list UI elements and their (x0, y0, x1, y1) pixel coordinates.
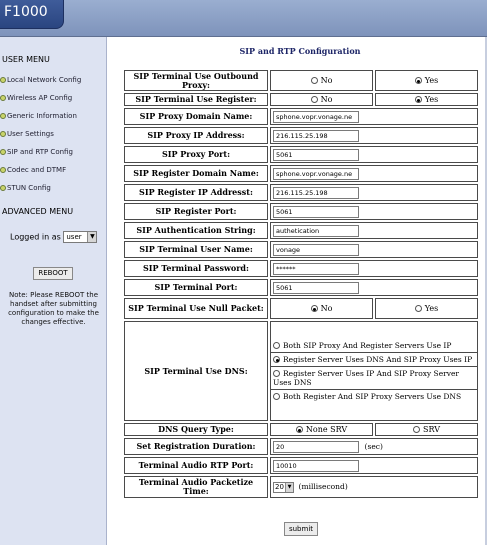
sidebar-item-local-network[interactable] (0, 76, 81, 84)
login-user-select[interactable] (63, 231, 97, 243)
dns-label: SIP Terminal Use DNS: (124, 321, 268, 421)
register-port-input[interactable]: 5061 (273, 206, 359, 218)
proxy-domain-input[interactable]: sphone.vopr.vonage.ne (273, 111, 359, 123)
outbound-proxy-label: SIP Terminal Use Outbound Proxy: (124, 70, 268, 91)
sidebar-item-generic-info[interactable] (0, 112, 77, 120)
login-user-value: user (66, 233, 82, 241)
page-title: SIP and RTP Configuration (239, 46, 361, 56)
registration-duration-label: Set Registration Duration: (124, 438, 268, 455)
row-dns-query (124, 423, 478, 436)
sidebar-item-user-settings[interactable] (0, 130, 54, 138)
row-proxy-port (124, 146, 478, 163)
sidebar-item-label: STUN Config (7, 184, 51, 192)
row-registration-duration (124, 438, 478, 455)
row-auth-string (124, 222, 478, 239)
reboot-note: Note: Please REBOOT the handset after submitting configuration to make the changes effective. (8, 291, 99, 326)
bullet-icon (0, 95, 6, 101)
sidebar-item-codec-dtmf[interactable] (0, 166, 66, 174)
dns-query-srv-option[interactable] (375, 423, 478, 436)
sidebar-item-label: User Settings (7, 130, 54, 138)
terminal-port-input[interactable]: 5061 (273, 282, 359, 294)
row-register-port (124, 203, 478, 220)
password-label: SIP Terminal Password: (124, 260, 268, 277)
null-packet-yes-option[interactable] (375, 298, 478, 319)
user-name-cell (270, 241, 478, 258)
radio-label: SRV (423, 425, 440, 434)
password-input[interactable]: ****** (273, 263, 359, 275)
logged-in-label: Logged in as (10, 232, 61, 242)
radio-selected-icon[interactable] (415, 77, 422, 84)
proxy-port-cell (270, 146, 478, 163)
chevron-down-icon: ▼ (87, 232, 96, 242)
outbound-proxy-no-option[interactable] (270, 70, 373, 91)
sidebar-item-label: Local Network Config (7, 76, 82, 84)
auth-string-cell (270, 222, 478, 239)
use-register-yes-option[interactable] (375, 93, 478, 106)
bullet-icon (0, 185, 6, 191)
register-domain-input[interactable]: sphone.vopr.vonage.ne (273, 168, 359, 180)
rtp-port-cell (270, 457, 478, 474)
register-ip-cell (270, 184, 478, 201)
dns-query-label: DNS Query Type: (124, 423, 268, 436)
radio-selected-icon[interactable] (296, 426, 303, 433)
dns-query-none-srv-option[interactable] (270, 423, 373, 436)
null-packet-label: SIP Terminal Use Null Packet: (124, 298, 268, 319)
radio-icon[interactable] (311, 96, 318, 103)
sidebar-item-label: Wireless AP Config (7, 94, 73, 102)
row-proxy-domain (124, 108, 478, 125)
sidebar-item-label: Codec and DTMF (7, 166, 67, 174)
user-name-label: SIP Terminal User Name: (124, 241, 268, 258)
row-rtp-port (124, 457, 478, 474)
registration-duration-cell (270, 438, 478, 455)
sidebar-item-sip-rtp[interactable] (0, 148, 73, 156)
proxy-ip-cell (270, 127, 478, 144)
register-domain-label: SIP Register Domain Name: (124, 165, 268, 182)
user-menu-heading: USER MENU (2, 55, 50, 64)
bullet-icon (0, 149, 6, 155)
radio-icon[interactable] (273, 393, 280, 400)
dns-option-3[interactable] (271, 390, 477, 403)
chevron-down-icon: ▼ (285, 483, 293, 492)
login-row (10, 231, 97, 243)
register-domain-cell (270, 165, 478, 182)
register-port-cell (270, 203, 478, 220)
password-cell (270, 260, 478, 277)
bullet-icon (0, 113, 6, 119)
register-port-label: SIP Register Port: (124, 203, 268, 220)
auth-string-input[interactable]: authetication (273, 225, 359, 237)
row-packetize-time (124, 476, 478, 498)
reboot-button[interactable]: REBOOT (33, 267, 73, 280)
radio-label: Both Register And SIP Proxy Servers Use DNS (283, 392, 462, 401)
row-password (124, 260, 478, 277)
proxy-ip-input[interactable]: 216.115.25.198 (273, 130, 359, 142)
dns-option-0[interactable] (271, 339, 477, 353)
dns-option-1[interactable] (271, 353, 477, 367)
registration-duration-input[interactable]: 20 (273, 441, 359, 453)
radio-label: Register Server Uses IP And SIP Proxy Server Uses DNS (273, 369, 459, 387)
dns-options (270, 321, 478, 421)
dns-option-2[interactable] (271, 367, 477, 390)
radio-icon[interactable] (311, 77, 318, 84)
app-title-tab (0, 0, 64, 29)
null-packet-no-option[interactable] (270, 298, 373, 319)
packetize-time-label: Terminal Audio Packetize Time: (124, 476, 268, 498)
radio-icon[interactable] (415, 305, 422, 312)
proxy-port-input[interactable]: 5061 (273, 149, 359, 161)
radio-selected-icon[interactable] (273, 356, 280, 363)
radio-label: None SRV (305, 425, 348, 434)
sidebar (0, 37, 107, 545)
sidebar-item-label: SIP and RTP Config (7, 148, 73, 156)
proxy-domain-cell (270, 108, 478, 125)
bullet-icon (0, 77, 6, 83)
packetize-time-select[interactable] (273, 482, 294, 493)
auth-string-label: SIP Authentication String: (124, 222, 268, 239)
rtp-port-label: Terminal Audio RTP Port: (124, 457, 268, 474)
row-terminal-port (124, 279, 478, 296)
proxy-ip-label: SIP Proxy IP Address: (124, 127, 268, 144)
sidebar-item-label: Generic Information (7, 112, 77, 120)
row-user-name (124, 241, 478, 258)
radio-label: Yes (424, 304, 439, 313)
row-register-domain (124, 165, 478, 182)
bullet-icon (0, 167, 6, 173)
sip-config-form (122, 68, 480, 500)
proxy-domain-label: SIP Proxy Domain Name: (124, 108, 268, 125)
bullet-icon (0, 131, 6, 137)
register-ip-label: SIP Register IP Addresst: (124, 184, 268, 201)
app-title: F1000 (4, 4, 48, 20)
radio-label: No (320, 95, 333, 104)
radio-label: Both SIP Proxy And Register Servers Use IP (283, 341, 452, 350)
register-ip-input[interactable]: 216.115.25.198 (273, 187, 359, 199)
row-register-ip (124, 184, 478, 201)
packetize-time-unit: (millisecond) (298, 482, 348, 491)
radio-label: Register Server Uses DNS And SIP Proxy Uses IP (283, 355, 473, 364)
advanced-menu-heading: ADVANCED MENU (2, 207, 74, 216)
terminal-port-cell (270, 279, 478, 296)
radio-icon[interactable] (273, 370, 280, 377)
sidebar-item-wireless-ap[interactable] (0, 94, 72, 102)
top-banner (0, 0, 487, 37)
packetize-time-cell (270, 476, 478, 498)
radio-selected-icon[interactable] (311, 305, 318, 312)
registration-duration-unit: (sec) (364, 441, 383, 451)
sidebar-item-stun[interactable] (0, 184, 51, 192)
use-register-label: SIP Terminal Use Register: (124, 93, 268, 106)
row-proxy-ip (124, 127, 478, 144)
radio-selected-icon[interactable] (415, 96, 422, 103)
outbound-proxy-yes-option[interactable] (375, 70, 478, 91)
user-name-input[interactable]: vonage (273, 244, 359, 256)
use-register-no-option[interactable] (270, 93, 373, 106)
radio-label: No (320, 76, 333, 85)
radio-label: No (320, 304, 333, 313)
radio-label: Yes (424, 76, 439, 85)
row-outbound-proxy (124, 70, 478, 91)
rtp-port-input[interactable]: 10010 (273, 460, 359, 472)
radio-icon[interactable] (413, 426, 420, 433)
packetize-time-value: 20 (275, 482, 284, 491)
submit-button[interactable]: submit (284, 522, 318, 536)
proxy-port-label: SIP Proxy Port: (124, 146, 268, 163)
radio-label: Yes (424, 95, 439, 104)
row-null-packet (124, 298, 478, 319)
row-dns (124, 321, 478, 421)
radio-icon[interactable] (273, 342, 280, 349)
terminal-port-label: SIP Terminal Port: (124, 279, 268, 296)
row-use-register (124, 93, 478, 106)
